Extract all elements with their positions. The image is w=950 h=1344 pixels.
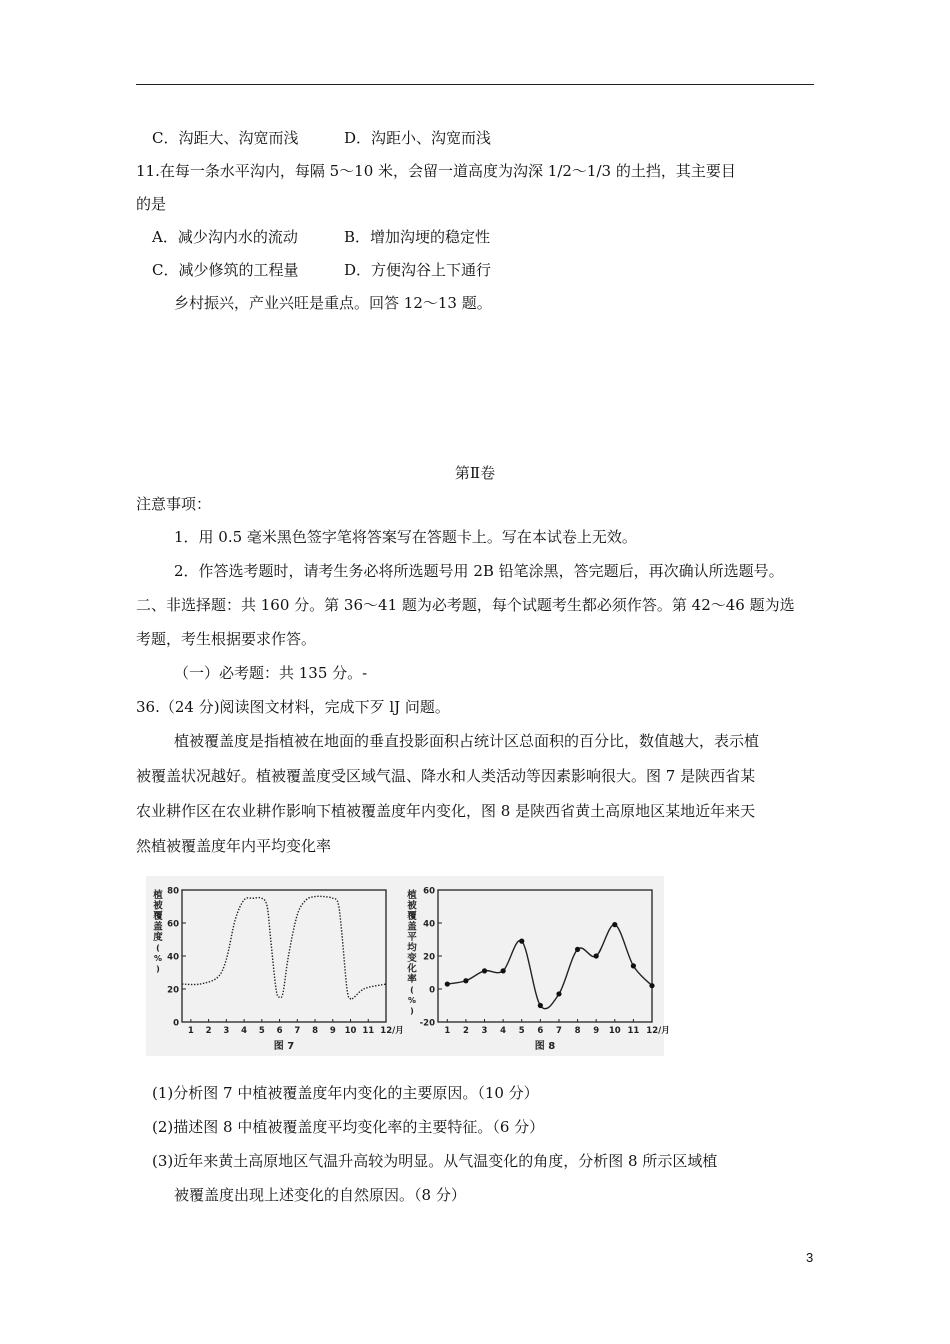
q10-option-d: D．沟距小、沟宽而浅: [344, 129, 492, 147]
fig8-x-tick-label: 12/月: [646, 1026, 670, 1036]
q36-sub3-line2: 被覆盖度出现上述变化的自然原因。（8 分）: [174, 1186, 466, 1204]
fig8-data-point: [538, 1003, 543, 1008]
fig8-data-point: [501, 968, 506, 973]
fig8-ylabel-char: 植: [407, 890, 417, 901]
fig7-x-tick-label: 3: [223, 1026, 230, 1036]
fig8-title: 图 8: [534, 1041, 556, 1052]
figure-8-chart: [406, 887, 669, 1053]
fig7-x-tick-label: 5: [258, 1026, 265, 1036]
fig8-x-tick-label: 11: [627, 1026, 640, 1036]
section-line1: 二、非选择题：共 160 分。第 36～41 题为必考题，每个试题考生都必须作答。第 42～46 题为选: [136, 596, 795, 614]
fig8-data-point: [463, 978, 468, 983]
fig8-ylabel-char: 平: [407, 932, 417, 943]
fig8-data-point: [575, 947, 580, 952]
fig8-x-tick-label: 6: [537, 1026, 544, 1036]
fig7-y-tick-label: 60: [167, 919, 179, 930]
q10-options-row: [152, 128, 491, 148]
q11-options-cd: [152, 260, 491, 280]
q36-para-line1: 植被覆盖度是指植被在地面的垂直投影面积占统计区总面积的百分比，数值越大，表示植: [174, 732, 760, 750]
fig7-ylabel-char: 覆: [153, 911, 163, 922]
fig7-x-tick-label: 7: [294, 1026, 301, 1036]
fig7-x-tick-label: 4: [241, 1026, 248, 1036]
fig8-y-tick-label: 60: [423, 886, 435, 897]
fig7-x-tick-label: 12/月: [380, 1026, 404, 1036]
fig7-ylabel-char: %: [153, 954, 163, 963]
fig7-y-tick-label: 40: [167, 952, 179, 963]
figures-panel: [146, 876, 670, 1056]
fig7-ylabel-char: (: [156, 943, 160, 953]
q36-para-line4: 然植被覆盖度年内平均变化率: [136, 837, 332, 855]
fig8-data-point: [445, 981, 450, 986]
fig8-ylabel-char: 盖: [407, 921, 417, 933]
fig8-ylabel-char: ): [410, 1006, 414, 1016]
q11-option-d: D．方便沟谷上下通行: [344, 261, 492, 279]
q36-para-line3: 农业耕作区在农业耕作影响下植被覆盖度年内变化，图 8 是陕西省黄土高原地区某地近年来天: [136, 802, 756, 820]
fig8-ylabel-char: (: [410, 985, 414, 995]
fig8-x-tick-label: 1: [444, 1026, 451, 1036]
q11-option-c: C．减少修筑的工程量: [152, 261, 299, 279]
fig8-y-tick-label: -20: [419, 1018, 435, 1029]
fig8-data-point: [594, 953, 599, 958]
fig8-y-tick-label: 0: [429, 985, 435, 996]
fig8-data-point: [612, 922, 617, 927]
required-heading: （一）必考题：共 135 分。-: [174, 664, 368, 682]
fig8-y-tick-label: 20: [423, 952, 435, 963]
page-number: 3: [806, 1250, 814, 1265]
fig8-x-tick-label: 8: [574, 1026, 581, 1036]
fig8-y-tick-label: 40: [423, 919, 435, 930]
header-rule: [136, 84, 814, 85]
notes-heading: 注意事项：: [136, 495, 212, 513]
fig8-data-point: [519, 939, 524, 944]
fig7-plot-frame: [182, 890, 386, 1022]
fig8-ylabel-char: %: [407, 996, 417, 1005]
fig8-ylabel-char: 变: [407, 953, 417, 964]
q11-option-a: A．减少沟内水的流动: [152, 228, 298, 246]
fig7-y-tick-label: 80: [167, 886, 179, 897]
fig7-x-tick-label: 8: [312, 1026, 319, 1036]
fig7-ylabel-char: 被: [153, 900, 163, 912]
fig8-data-point: [649, 983, 654, 988]
fig8-x-tick-label: 7: [555, 1026, 562, 1036]
fig8-ylabel-char: 覆: [407, 911, 417, 922]
fig7-ylabel-char: 植: [153, 890, 163, 901]
q36-sub1: (1)分析图 7 中植被覆盖度年内变化的主要原因。（10 分）: [152, 1084, 539, 1102]
fig8-plot-frame: [438, 890, 652, 1022]
figure-7-chart: [152, 887, 403, 1053]
q11-options-ab: [152, 227, 490, 247]
note-1: 1．用 0.5 毫米黑色签字笔将答案写在答题卡上。写在本试卷上无效。: [174, 528, 637, 546]
fig8-x-tick-label: 4: [500, 1026, 507, 1036]
fig7-ylabel-char: ): [156, 964, 160, 974]
fig8-x-tick-label: 9: [593, 1026, 600, 1036]
fig8-x-tick-label: 10: [608, 1026, 621, 1036]
q10-option-c: C．沟距大、沟宽而浅: [152, 129, 299, 147]
fig8-x-tick-label: 2: [462, 1026, 469, 1036]
fig7-x-tick-label: 1: [187, 1026, 194, 1036]
q36-para-line2: 被覆盖状况越好。植被覆盖度受区域气温、降水和人类活动等因素影响很大。图 7 是陕西省某: [136, 767, 756, 785]
q36-sub3-line1: (3)近年来黄土高原地区气温升高较为明显。从气温变化的角度，分析图 8 所示区域植: [152, 1152, 718, 1170]
fig8-x-tick-label: 5: [518, 1026, 525, 1036]
fig8-ylabel-char: 率: [407, 974, 417, 985]
fig8-x-tick-label: 3: [481, 1026, 488, 1036]
note-2: 2．作答选考题时，请考生务必将所选题号用 2B 铅笔涂黑，答完题后，再次确认所选题号。: [174, 562, 784, 580]
fig7-ylabel-char: 度: [153, 932, 163, 943]
fig7-x-tick-label: 11: [362, 1026, 375, 1036]
q11-stem-line1: 11.在每一条水平沟内，每隔 5～10 米，会留一道高度为沟深 1/2～1/3 的土挡，其主要目: [136, 162, 736, 180]
fig7-y-tick-label: 0: [173, 1018, 179, 1029]
fig8-ylabel-char: 被: [407, 900, 417, 912]
fig7-ylabel-char: 盖: [153, 921, 163, 933]
q36-sub2: (2)描述图 8 中植被覆盖度平均变化率的主要特征。（6 分）: [152, 1118, 545, 1136]
q36-header: 36.（24 分)阅读图文材料，完成下歹 lJ 问题。: [136, 698, 450, 716]
part2-title: 第Ⅱ卷: [454, 464, 496, 482]
fig8-data-point: [482, 968, 487, 973]
fig7-x-tick-label: 2: [205, 1026, 212, 1036]
section-line2: 考题，考生根据要求作答。: [136, 630, 317, 648]
fig7-series-line: [182, 896, 386, 999]
fig7-x-tick-label: 6: [276, 1026, 283, 1036]
fig8-data-point: [556, 991, 561, 996]
fig7-x-tick-label: 9: [329, 1026, 336, 1036]
q11-stem-line2: 的是: [136, 195, 167, 213]
fig7-title: 图 7: [273, 1041, 295, 1052]
intro-12-13: 乡村振兴，产业兴旺是重点。回答 12～13 题。: [174, 294, 492, 312]
fig7-x-tick-label: 10: [344, 1026, 357, 1036]
fig8-ylabel-char: 均: [407, 942, 417, 954]
q11-option-b: B．增加沟埂的稳定性: [344, 228, 491, 246]
fig8-data-point: [631, 963, 636, 968]
fig7-y-tick-label: 20: [167, 985, 179, 996]
fig8-series-line: [447, 925, 652, 1009]
fig8-ylabel-char: 化: [407, 963, 417, 975]
